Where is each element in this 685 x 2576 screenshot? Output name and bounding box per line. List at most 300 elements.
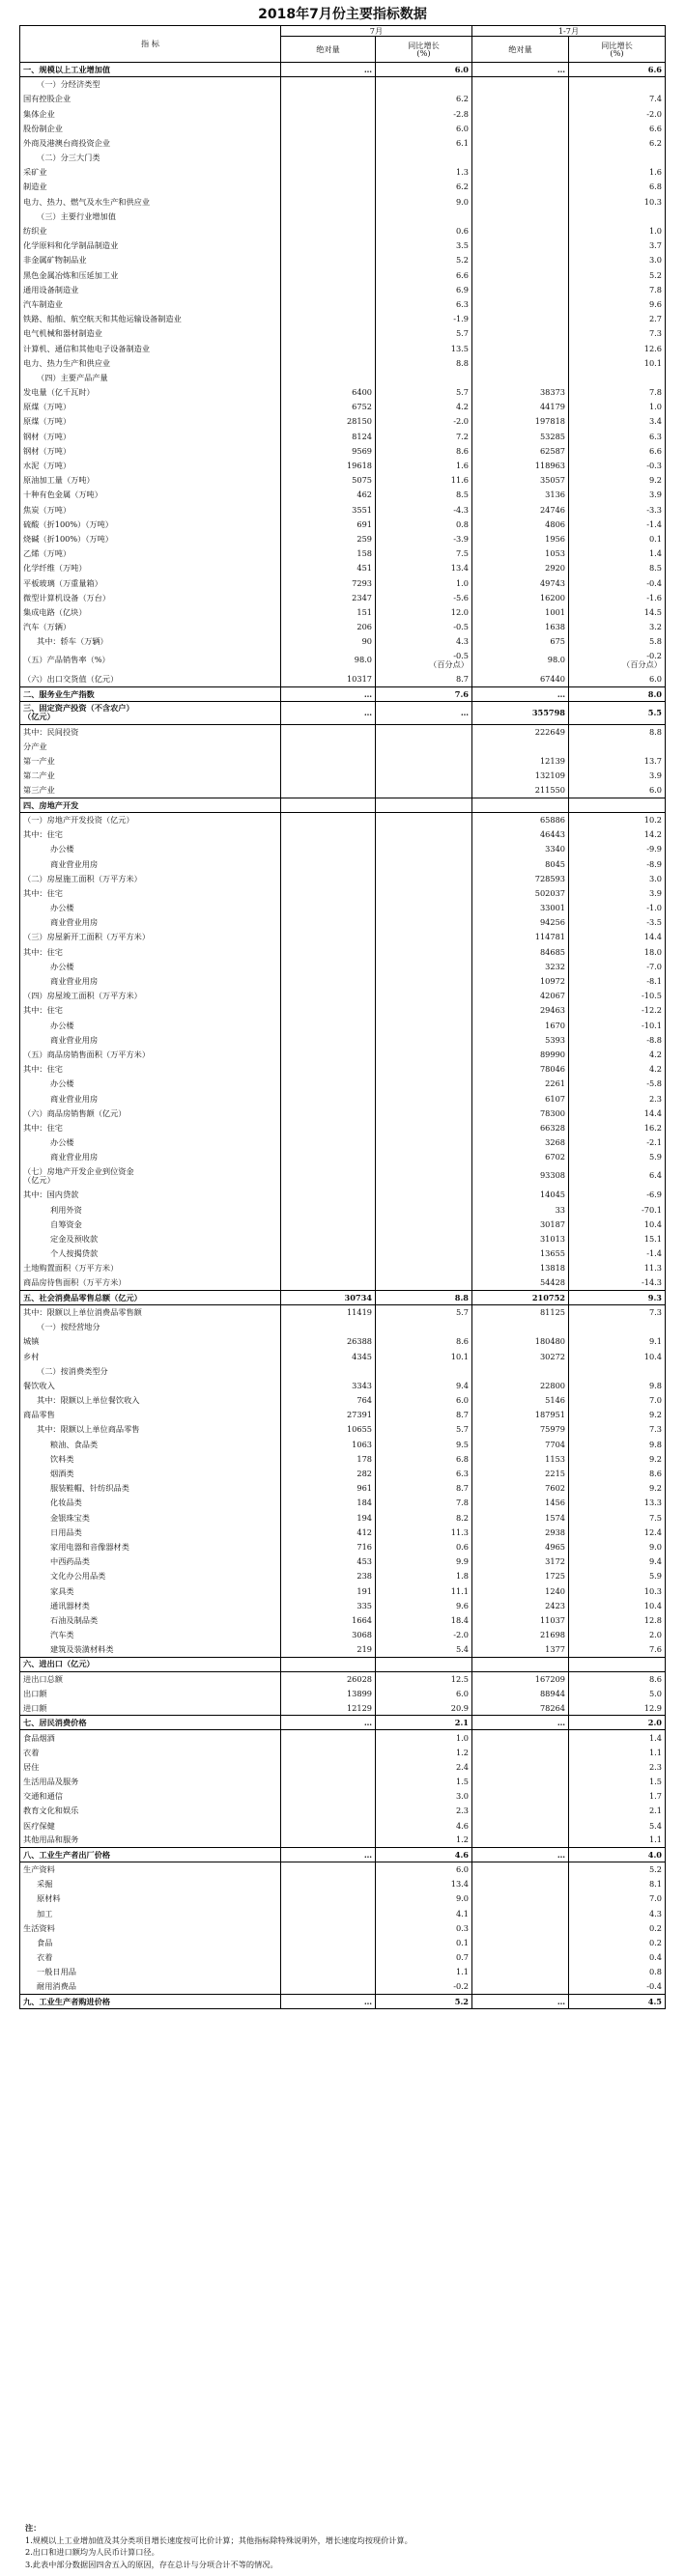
- ytd-absolute: 197818: [472, 414, 569, 429]
- ytd-growth: 8.1: [569, 1877, 666, 1891]
- month-growth: [376, 827, 472, 842]
- ytd-growth: -8.8: [569, 1032, 666, 1047]
- ytd-growth: 1.1: [569, 1833, 666, 1847]
- ytd-growth: 6.8: [569, 180, 666, 194]
- month-growth: 4.1: [376, 1906, 472, 1920]
- table-row: [20, 1833, 666, 1847]
- ytd-growth: 1.5: [569, 1775, 666, 1789]
- row-label: 烟酒类: [20, 1467, 281, 1481]
- month-growth: 0.8: [376, 517, 472, 531]
- month-absolute: [281, 165, 376, 180]
- month-absolute: [281, 77, 376, 92]
- month-growth: 9.0: [376, 1891, 472, 1906]
- ytd-growth: 3.0: [569, 871, 666, 885]
- table-row: [20, 443, 666, 458]
- row-label: 国有控股企业: [20, 92, 281, 106]
- row-label: 九、工业生产者购进价格: [20, 1994, 281, 2008]
- ytd-absolute: [472, 1862, 569, 1877]
- month-absolute: 184: [281, 1496, 376, 1510]
- table-row: [20, 561, 666, 575]
- month-growth: 1.3: [376, 165, 472, 180]
- ytd-growth: -2.0: [569, 106, 666, 121]
- table-row: [20, 1202, 666, 1217]
- table-row: [20, 1862, 666, 1877]
- ytd-growth: -5.8: [569, 1077, 666, 1091]
- row-label: 商品零售: [20, 1408, 281, 1422]
- row-label: 文化办公用品类: [20, 1569, 281, 1583]
- ytd-absolute: 3136: [472, 488, 569, 502]
- month-growth: [376, 989, 472, 1003]
- month-absolute: [281, 1363, 376, 1378]
- ytd-absolute: 78046: [472, 1062, 569, 1077]
- table-row: [20, 1891, 666, 1906]
- row-label: 办公楼: [20, 1077, 281, 1091]
- ytd-growth: 3.9: [569, 769, 666, 783]
- table-row: [20, 620, 666, 634]
- ytd-absolute: [472, 1965, 569, 1979]
- ytd-growth: 5.9: [569, 1150, 666, 1164]
- row-label: 汽车（万辆）: [20, 620, 281, 634]
- month-growth: 0.1: [376, 1936, 472, 1950]
- month-absolute: 28150: [281, 414, 376, 429]
- ytd-absolute: 1725: [472, 1569, 569, 1583]
- table-row: [20, 1730, 666, 1745]
- month-growth: 7.5: [376, 546, 472, 561]
- ytd-absolute: 2215: [472, 1467, 569, 1481]
- table-row: [20, 165, 666, 180]
- table-row: [20, 1775, 666, 1789]
- month-growth: [376, 1018, 472, 1032]
- month-absolute: [281, 1657, 376, 1671]
- month-absolute: 7293: [281, 575, 376, 590]
- month-growth: [376, 959, 472, 973]
- table-row: [20, 959, 666, 973]
- month-growth: [376, 1032, 472, 1047]
- ytd-absolute-header: 绝对量: [472, 37, 569, 63]
- ytd-growth: 7.8: [569, 385, 666, 400]
- month-growth: [376, 370, 472, 384]
- month-growth: [376, 1261, 472, 1275]
- month-growth: [376, 783, 472, 798]
- ytd-growth: 9.0: [569, 1540, 666, 1554]
- ytd-absolute: 211550: [472, 783, 569, 798]
- month-growth: 0.6: [376, 1540, 472, 1554]
- table-row: [20, 267, 666, 282]
- month-absolute: [281, 209, 376, 223]
- row-label: 四、房地产开发: [20, 798, 281, 812]
- month-growth: 6.6: [376, 267, 472, 282]
- row-label: 七、居民消费价格: [20, 1716, 281, 1730]
- table-row: [20, 1120, 666, 1134]
- row-label: 计算机、通信和其他电子设备制造业: [20, 341, 281, 355]
- ytd-absolute: [472, 297, 569, 312]
- month-absolute: [281, 1818, 376, 1833]
- ytd-growth: 6.0: [569, 672, 666, 686]
- row-label: 其中：住宅: [20, 1003, 281, 1018]
- month-absolute: [281, 813, 376, 827]
- table-row: [20, 1217, 666, 1231]
- ytd-growth: 12.6: [569, 341, 666, 355]
- month-absolute: [281, 944, 376, 959]
- month-absolute: 178: [281, 1451, 376, 1466]
- row-label: 其中：限额以上单位消费品零售额: [20, 1305, 281, 1320]
- table-row: [20, 1408, 666, 1422]
- ytd-absolute: 65886: [472, 813, 569, 827]
- row-label: 其中：住宅: [20, 1120, 281, 1134]
- row-label: （二）按消费类型分: [20, 1363, 281, 1378]
- table-row: [20, 1510, 666, 1525]
- month-absolute: [281, 842, 376, 856]
- note-item: 3.此表中部分数据因四舍五入的原因，存在总计与分项合计不等的情况。: [25, 2559, 278, 2569]
- ytd-growth: -1.6: [569, 590, 666, 604]
- ytd-absolute: [472, 1775, 569, 1789]
- month-absolute: [281, 1730, 376, 1745]
- ytd-growth: 14.5: [569, 604, 666, 619]
- month-absolute: [281, 224, 376, 238]
- row-label: 制造业: [20, 180, 281, 194]
- table-row: [20, 459, 666, 473]
- ytd-absolute: 2423: [472, 1598, 569, 1612]
- month-growth: -0.5: [376, 620, 472, 634]
- month-growth: [376, 151, 472, 165]
- ytd-absolute: …: [472, 63, 569, 77]
- row-label: 日用品类: [20, 1525, 281, 1539]
- row-label: 电力、热力、燃气及水生产和供应业: [20, 194, 281, 209]
- table-row: [20, 151, 666, 165]
- ytd-absolute: 222649: [472, 724, 569, 739]
- row-label: 其中：限额以上单位餐饮收入: [20, 1393, 281, 1408]
- month-absolute: [281, 1120, 376, 1134]
- month-growth: [376, 1048, 472, 1062]
- ytd-absolute: 7704: [472, 1437, 569, 1451]
- row-label: 集成电路（亿块）: [20, 604, 281, 619]
- ytd-growth: 8.6: [569, 1671, 666, 1686]
- month-growth: 4.3: [376, 634, 472, 649]
- month-absolute: 4345: [281, 1349, 376, 1363]
- month-growth: 1.5: [376, 1775, 472, 1789]
- month-absolute: [281, 783, 376, 798]
- month-absolute: 98.0: [281, 649, 376, 672]
- table-row: [20, 546, 666, 561]
- ytd-growth: 4.2: [569, 1062, 666, 1077]
- month-absolute: 282: [281, 1467, 376, 1481]
- row-label: 其中：轿车（万辆）: [20, 634, 281, 649]
- table-row: [20, 355, 666, 370]
- month-growth: 6.9: [376, 282, 472, 296]
- ytd-absolute: 502037: [472, 885, 569, 900]
- ytd-growth: 9.8: [569, 1437, 666, 1451]
- month-absolute: [281, 1789, 376, 1804]
- ytd-absolute: 21698: [472, 1628, 569, 1642]
- row-label: 中西药品类: [20, 1554, 281, 1569]
- ytd-absolute: 8045: [472, 856, 569, 871]
- row-label: 化学原料和化学制品制造业: [20, 238, 281, 253]
- row-label: 钢材（万吨）: [20, 443, 281, 458]
- row-label: 其中：民间投资: [20, 724, 281, 739]
- ytd-growth: 3.0: [569, 253, 666, 267]
- row-label: 一般日用品: [20, 1965, 281, 1979]
- month-absolute: …: [281, 686, 376, 701]
- table-row: [20, 488, 666, 502]
- ytd-growth: 5.8: [569, 634, 666, 649]
- ytd-growth: 2.3: [569, 1759, 666, 1774]
- month-growth: 10.1: [376, 1349, 472, 1363]
- table-row: [20, 1920, 666, 1935]
- month-absolute: [281, 1320, 376, 1334]
- ytd-growth: -6.9: [569, 1188, 666, 1202]
- ytd-growth: 1.0: [569, 400, 666, 414]
- table-row: [20, 740, 666, 754]
- table-row: [20, 871, 666, 885]
- month-growth: 4.6: [376, 1847, 472, 1862]
- ytd-growth: 2.1: [569, 1804, 666, 1818]
- month-growth: [376, 1120, 472, 1134]
- table-row: [20, 1936, 666, 1950]
- ytd-absolute: 81125: [472, 1305, 569, 1320]
- ytd-absolute: 89990: [472, 1048, 569, 1062]
- row-label: 家用电器和音像器材类: [20, 1540, 281, 1554]
- month-growth: 6.0: [376, 1862, 472, 1877]
- row-label: 交通和通信: [20, 1789, 281, 1804]
- ytd-absolute: 132109: [472, 769, 569, 783]
- row-label: 进出口总额: [20, 1671, 281, 1686]
- ytd-absolute: 2938: [472, 1525, 569, 1539]
- ytd-absolute: [472, 77, 569, 92]
- month-absolute: 3343: [281, 1378, 376, 1392]
- ytd-absolute: 22800: [472, 1378, 569, 1392]
- row-label: （三）主要行业增加值: [20, 209, 281, 223]
- ytd-growth: 0.2: [569, 1920, 666, 1935]
- ytd-growth: 7.0: [569, 1393, 666, 1408]
- table-row: [20, 1686, 666, 1700]
- table-row: [20, 856, 666, 871]
- month-absolute: [281, 1164, 376, 1188]
- month-absolute: [281, 871, 376, 885]
- indicator-header: 指 标: [20, 26, 281, 63]
- table-row: [20, 121, 666, 135]
- month-absolute: [281, 885, 376, 900]
- table-row: [20, 724, 666, 739]
- month-absolute: [281, 1217, 376, 1231]
- row-label: （四）房屋竣工面积（万平方米）: [20, 989, 281, 1003]
- table-row: [20, 1701, 666, 1716]
- ytd-absolute: [472, 180, 569, 194]
- row-label: 加工: [20, 1906, 281, 1920]
- month-absolute: [281, 769, 376, 783]
- row-label: （二）分三大门类: [20, 151, 281, 165]
- month-growth: 1.6: [376, 459, 472, 473]
- month-growth: -2.8: [376, 106, 472, 121]
- ytd-absolute: 33001: [472, 901, 569, 915]
- table-row: [20, 915, 666, 930]
- table-row: [20, 1091, 666, 1106]
- row-label: 其中：限额以上单位商品零售: [20, 1422, 281, 1437]
- month-growth: -4.3: [376, 502, 472, 517]
- month-growth: 5.7: [376, 326, 472, 341]
- table-row: [20, 1393, 666, 1408]
- month-growth: 5.2: [376, 1994, 472, 2008]
- table-row: [20, 1334, 666, 1349]
- ytd-growth: 9.2: [569, 1481, 666, 1496]
- row-label: 焦炭（万吨）: [20, 502, 281, 517]
- ytd-absolute: 355798: [472, 701, 569, 724]
- month-absolute: 158: [281, 546, 376, 561]
- ytd-growth: 1.1: [569, 1745, 666, 1759]
- table-row: [20, 282, 666, 296]
- month-growth: -5.6: [376, 590, 472, 604]
- table-row: [20, 604, 666, 619]
- month-growth: 5.4: [376, 1642, 472, 1657]
- month-growth: -3.9: [376, 532, 472, 546]
- month-growth: 5.2: [376, 253, 472, 267]
- table-row: [20, 1950, 666, 1965]
- ytd-growth: -7.0: [569, 959, 666, 973]
- ytd-absolute: 88944: [472, 1686, 569, 1700]
- month-growth: 8.7: [376, 1481, 472, 1496]
- row-label: 办公楼: [20, 959, 281, 973]
- table-row: [20, 341, 666, 355]
- month-growth: 12.5: [376, 1671, 472, 1686]
- table-row: [20, 1554, 666, 1569]
- ytd-growth: 6.2: [569, 135, 666, 150]
- ytd-growth: -3.5: [569, 915, 666, 930]
- table-row: [20, 92, 666, 106]
- ytd-absolute: [472, 1789, 569, 1804]
- ytd-absolute: [472, 1363, 569, 1378]
- table-row: [20, 686, 666, 701]
- row-label: 硫酸（折100%）（万吨）: [20, 517, 281, 531]
- ytd-header: 1-7月: [472, 26, 666, 37]
- table-row: [20, 827, 666, 842]
- ytd-growth: -10.5: [569, 989, 666, 1003]
- row-label: 第二产业: [20, 769, 281, 783]
- month-growth: [376, 974, 472, 989]
- table-row: [20, 385, 666, 400]
- month-growth: [376, 856, 472, 871]
- month-absolute: [281, 1188, 376, 1202]
- ytd-growth: 1.4: [569, 1730, 666, 1745]
- month-absolute: [281, 121, 376, 135]
- row-label: 商业营业用房: [20, 974, 281, 989]
- month-growth: 5.7: [376, 1305, 472, 1320]
- ytd-absolute: 1956: [472, 532, 569, 546]
- month-growth: 13.5: [376, 341, 472, 355]
- ytd-growth: 1.6: [569, 165, 666, 180]
- month-absolute: 11419: [281, 1305, 376, 1320]
- ytd-absolute: [472, 1877, 569, 1891]
- row-label: 商业营业用房: [20, 856, 281, 871]
- ytd-growth: -14.3: [569, 1275, 666, 1290]
- ytd-absolute: [472, 151, 569, 165]
- ytd-growth: 2.0: [569, 1628, 666, 1642]
- table-row: [20, 429, 666, 443]
- ytd-growth: 5.2: [569, 1862, 666, 1877]
- table-row: [20, 326, 666, 341]
- month-growth: [376, 1091, 472, 1106]
- table-row: [20, 813, 666, 827]
- row-label: 建筑及装潢材料类: [20, 1642, 281, 1657]
- month-growth: [376, 1657, 472, 1671]
- month-absolute: [281, 1936, 376, 1950]
- ytd-growth: 7.8: [569, 282, 666, 296]
- month-growth: 8.5: [376, 488, 472, 502]
- month-absolute: [281, 1202, 376, 1217]
- ytd-absolute: 11037: [472, 1612, 569, 1627]
- month-growth: 2.4: [376, 1759, 472, 1774]
- month-absolute: [281, 355, 376, 370]
- row-label: 办公楼: [20, 842, 281, 856]
- ytd-absolute: 1456: [472, 1496, 569, 1510]
- table-row: [20, 1003, 666, 1018]
- ytd-growth: [569, 1320, 666, 1334]
- month-absolute: 10317: [281, 672, 376, 686]
- ytd-growth: 9.1: [569, 1334, 666, 1349]
- row-label: 其中：住宅: [20, 944, 281, 959]
- ytd-absolute: 78264: [472, 1701, 569, 1716]
- ytd-growth: 2.3: [569, 1091, 666, 1106]
- ytd-absolute: [472, 740, 569, 754]
- month-header: 7月: [281, 26, 472, 37]
- ytd-absolute: 1670: [472, 1018, 569, 1032]
- month-growth: 5.7: [376, 385, 472, 400]
- ytd-growth: [569, 1657, 666, 1671]
- month-growth: 11.6: [376, 473, 472, 488]
- table-row: [20, 1261, 666, 1275]
- row-label: 八、工业生产者出厂价格: [20, 1847, 281, 1862]
- month-absolute: [281, 312, 376, 326]
- table-row: [20, 1847, 666, 1862]
- ytd-absolute: 46443: [472, 827, 569, 842]
- table-row: [20, 106, 666, 121]
- row-label: 办公楼: [20, 901, 281, 915]
- table-row: [20, 1994, 666, 2008]
- table-row: [20, 944, 666, 959]
- month-growth: -2.0: [376, 1628, 472, 1642]
- month-growth: …: [376, 701, 472, 724]
- row-label: 水泥（万吨）: [20, 459, 281, 473]
- table-row: [20, 63, 666, 77]
- month-growth: [376, 1246, 472, 1261]
- ytd-growth: 10.4: [569, 1598, 666, 1612]
- row-label: 金银珠宝类: [20, 1510, 281, 1525]
- ytd-absolute: 29463: [472, 1003, 569, 1018]
- month-absolute: 259: [281, 532, 376, 546]
- row-label: 外商及港澳台商投资企业: [20, 135, 281, 150]
- ytd-growth: -8.9: [569, 856, 666, 871]
- row-label: 原煤（万吨）: [20, 400, 281, 414]
- ytd-growth: 1.0: [569, 224, 666, 238]
- row-label: 第三产业: [20, 783, 281, 798]
- row-label: 乙烯（万吨）: [20, 546, 281, 561]
- ytd-growth: 7.6: [569, 1642, 666, 1657]
- ytd-growth: 11.3: [569, 1261, 666, 1275]
- month-growth: 0.6: [376, 224, 472, 238]
- table-row: [20, 1745, 666, 1759]
- row-label: 原油加工量（万吨）: [20, 473, 281, 488]
- ytd-growth: 10.3: [569, 194, 666, 209]
- row-label: 出口额: [20, 1686, 281, 1700]
- month-growth: 7.6: [376, 686, 472, 701]
- ytd-growth: -3.3: [569, 502, 666, 517]
- row-label: 汽车制造业: [20, 297, 281, 312]
- ytd-growth: 8.0: [569, 686, 666, 701]
- month-growth: [376, 1135, 472, 1150]
- month-growth: [376, 944, 472, 959]
- table-row: [20, 312, 666, 326]
- table-row: [20, 1598, 666, 1612]
- row-label: 原煤（万吨）: [20, 414, 281, 429]
- month-absolute: 412: [281, 1525, 376, 1539]
